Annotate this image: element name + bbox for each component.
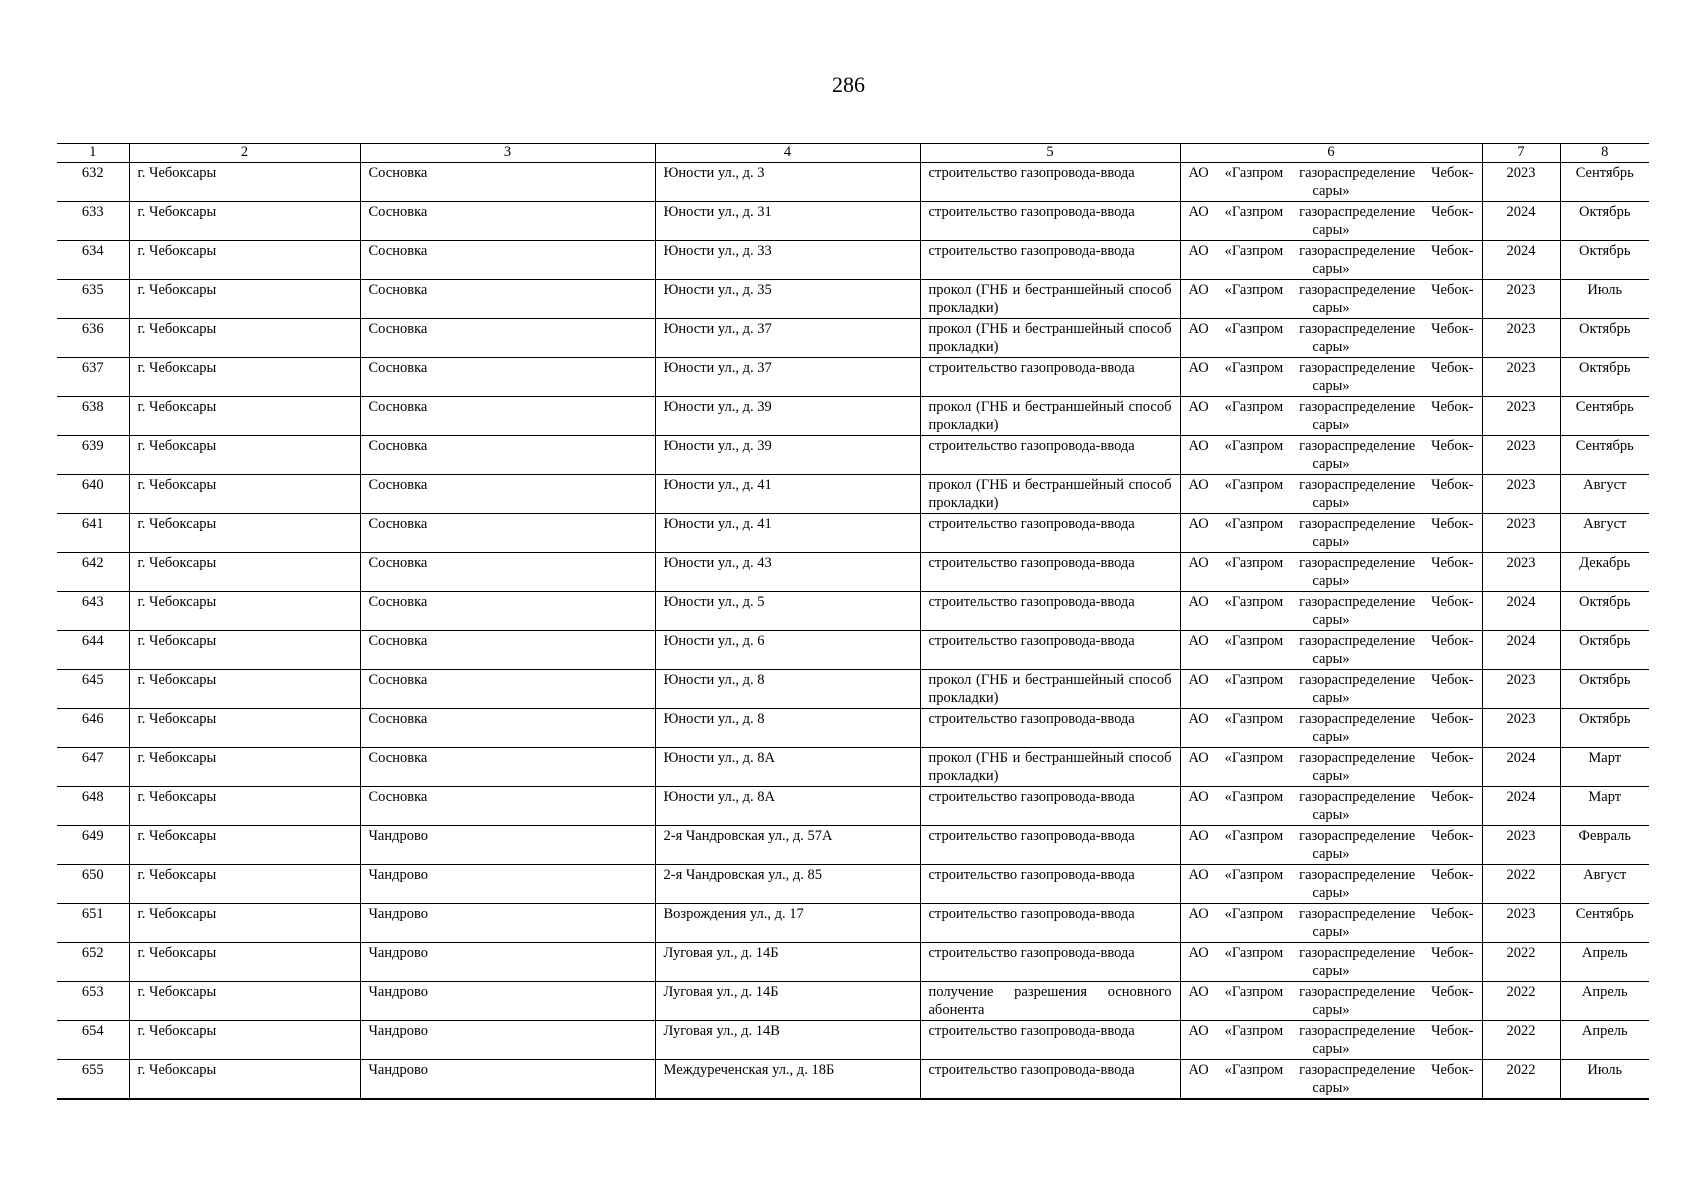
- work-type-cell: строительство газопровода-ввода: [920, 592, 1180, 631]
- district-cell: Сосновка: [360, 163, 655, 202]
- month-cell: Июль: [1560, 280, 1649, 319]
- work-type-cell: строительство газопровода-ввода: [920, 202, 1180, 241]
- column-header-2: 2: [129, 144, 360, 163]
- district-cell: Сосновка: [360, 514, 655, 553]
- organization-cell: АО «Газпром газораспределение Чебок-сары»: [1180, 475, 1482, 514]
- month-cell: Октябрь: [1560, 592, 1649, 631]
- organization-cell: АО «Газпром газораспределение Чебок-сары»: [1180, 826, 1482, 865]
- month-cell: Март: [1560, 787, 1649, 826]
- work-type-cell: строительство газопровода-ввода: [920, 436, 1180, 475]
- work-type-cell: прокол (ГНБ и бестраншейный способ прокладки): [920, 748, 1180, 787]
- city-cell: г. Чебоксары: [129, 514, 360, 553]
- address-cell: Юности ул., д. 8А: [655, 787, 920, 826]
- row-number-cell: 655: [57, 1060, 129, 1100]
- district-cell: Сосновка: [360, 358, 655, 397]
- row-number-cell: 641: [57, 514, 129, 553]
- table-row: [57, 982, 1649, 1021]
- address-cell: Юности ул., д. 39: [655, 397, 920, 436]
- row-number-cell: 648: [57, 787, 129, 826]
- work-type-cell: прокол (ГНБ и бестраншейный способ прокладки): [920, 280, 1180, 319]
- year-cell: 2024: [1482, 748, 1560, 787]
- month-cell: Апрель: [1560, 1021, 1649, 1060]
- organization-cell: АО «Газпром газораспределение Чебок-сары»: [1180, 904, 1482, 943]
- year-cell: 2024: [1482, 592, 1560, 631]
- address-cell: Юности ул., д. 8: [655, 709, 920, 748]
- year-cell: 2024: [1482, 202, 1560, 241]
- row-number-cell: 637: [57, 358, 129, 397]
- district-cell: Сосновка: [360, 319, 655, 358]
- work-type-cell: строительство газопровода-ввода: [920, 358, 1180, 397]
- column-header-5: 5: [920, 144, 1180, 163]
- table-row: [57, 787, 1649, 826]
- work-type-cell: строительство газопровода-ввода: [920, 1021, 1180, 1060]
- organization-cell: АО «Газпром газораспределение Чебок-сары»: [1180, 631, 1482, 670]
- month-cell: Октябрь: [1560, 358, 1649, 397]
- table-row: [57, 280, 1649, 319]
- organization-cell: АО «Газпром газораспределение Чебок-сары»: [1180, 163, 1482, 202]
- city-cell: г. Чебоксары: [129, 865, 360, 904]
- address-cell: Юности ул., д. 31: [655, 202, 920, 241]
- row-number-cell: 639: [57, 436, 129, 475]
- work-type-cell: строительство газопровода-ввода: [920, 631, 1180, 670]
- city-cell: г. Чебоксары: [129, 1060, 360, 1100]
- work-type-cell: прокол (ГНБ и бестраншейный способ прокладки): [920, 475, 1180, 514]
- year-cell: 2023: [1482, 397, 1560, 436]
- city-cell: г. Чебоксары: [129, 943, 360, 982]
- district-cell: Сосновка: [360, 436, 655, 475]
- row-number-cell: 642: [57, 553, 129, 592]
- city-cell: г. Чебоксары: [129, 241, 360, 280]
- district-cell: Чандрово: [360, 865, 655, 904]
- city-cell: г. Чебоксары: [129, 787, 360, 826]
- year-cell: 2023: [1482, 319, 1560, 358]
- table-row: [57, 592, 1649, 631]
- year-cell: 2023: [1482, 514, 1560, 553]
- organization-cell: АО «Газпром газораспределение Чебок-сары»: [1180, 865, 1482, 904]
- city-cell: г. Чебоксары: [129, 709, 360, 748]
- column-header-1: 1: [57, 144, 129, 163]
- organization-cell: АО «Газпром газораспределение Чебок-сары»: [1180, 748, 1482, 787]
- district-cell: Сосновка: [360, 709, 655, 748]
- organization-cell: АО «Газпром газораспределение Чебок-сары»: [1180, 592, 1482, 631]
- table-row: [57, 904, 1649, 943]
- month-cell: Сентябрь: [1560, 904, 1649, 943]
- city-cell: г. Чебоксары: [129, 358, 360, 397]
- row-number-cell: 653: [57, 982, 129, 1021]
- table-row: [57, 241, 1649, 280]
- district-cell: Сосновка: [360, 475, 655, 514]
- address-cell: 2-я Чандровская ул., д. 85: [655, 865, 920, 904]
- work-type-cell: строительство газопровода-ввода: [920, 904, 1180, 943]
- year-cell: 2023: [1482, 670, 1560, 709]
- row-number-cell: 654: [57, 1021, 129, 1060]
- address-cell: Юности ул., д. 6: [655, 631, 920, 670]
- district-cell: Сосновка: [360, 631, 655, 670]
- organization-cell: АО «Газпром газораспределение Чебок-сары»: [1180, 943, 1482, 982]
- work-type-cell: строительство газопровода-ввода: [920, 787, 1180, 826]
- organization-cell: АО «Газпром газораспределение Чебок-сары»: [1180, 787, 1482, 826]
- month-cell: Август: [1560, 475, 1649, 514]
- table-row: [57, 1060, 1649, 1100]
- table-row: [57, 475, 1649, 514]
- district-cell: Сосновка: [360, 787, 655, 826]
- month-cell: Сентябрь: [1560, 397, 1649, 436]
- table-body: [57, 144, 1649, 1100]
- work-type-cell: строительство газопровода-ввода: [920, 865, 1180, 904]
- address-cell: Юности ул., д. 5: [655, 592, 920, 631]
- gasification-table: [57, 143, 1649, 1100]
- address-cell: Междуреченская ул., д. 18Б: [655, 1060, 920, 1100]
- city-cell: г. Чебоксары: [129, 397, 360, 436]
- organization-cell: АО «Газпром газораспределение Чебок-сары»: [1180, 397, 1482, 436]
- city-cell: г. Чебоксары: [129, 982, 360, 1021]
- table-row: [57, 748, 1649, 787]
- row-number-cell: 643: [57, 592, 129, 631]
- row-number-cell: 646: [57, 709, 129, 748]
- city-cell: г. Чебоксары: [129, 670, 360, 709]
- column-header-4: 4: [655, 144, 920, 163]
- organization-cell: АО «Газпром газораспределение Чебок-сары»: [1180, 241, 1482, 280]
- month-cell: Апрель: [1560, 943, 1649, 982]
- month-cell: Октябрь: [1560, 631, 1649, 670]
- row-number-cell: 650: [57, 865, 129, 904]
- table-row: [57, 943, 1649, 982]
- row-number-cell: 652: [57, 943, 129, 982]
- year-cell: 2023: [1482, 904, 1560, 943]
- row-number-cell: 636: [57, 319, 129, 358]
- year-cell: 2023: [1482, 826, 1560, 865]
- table-row: [57, 553, 1649, 592]
- city-cell: г. Чебоксары: [129, 631, 360, 670]
- row-number-cell: 644: [57, 631, 129, 670]
- year-cell: 2024: [1482, 241, 1560, 280]
- column-header-6: 6: [1180, 144, 1482, 163]
- month-cell: Август: [1560, 865, 1649, 904]
- year-cell: 2024: [1482, 631, 1560, 670]
- table-header-row: [57, 144, 1649, 163]
- organization-cell: АО «Газпром газораспределение Чебок-сары»: [1180, 1021, 1482, 1060]
- city-cell: г. Чебоксары: [129, 553, 360, 592]
- year-cell: 2022: [1482, 865, 1560, 904]
- address-cell: Юности ул., д. 33: [655, 241, 920, 280]
- row-number-cell: 638: [57, 397, 129, 436]
- month-cell: Август: [1560, 514, 1649, 553]
- month-cell: Июль: [1560, 1060, 1649, 1100]
- city-cell: г. Чебоксары: [129, 202, 360, 241]
- table-row: [57, 631, 1649, 670]
- month-cell: Сентябрь: [1560, 436, 1649, 475]
- city-cell: г. Чебоксары: [129, 1021, 360, 1060]
- column-header-8: 8: [1560, 144, 1649, 163]
- month-cell: Апрель: [1560, 982, 1649, 1021]
- row-number-cell: 651: [57, 904, 129, 943]
- organization-cell: АО «Газпром газораспределение Чебок-сары»: [1180, 553, 1482, 592]
- month-cell: Октябрь: [1560, 709, 1649, 748]
- address-cell: Юности ул., д. 35: [655, 280, 920, 319]
- table-row: [57, 358, 1649, 397]
- year-cell: 2022: [1482, 943, 1560, 982]
- table-row: [57, 436, 1649, 475]
- address-cell: 2-я Чандровская ул., д. 57А: [655, 826, 920, 865]
- row-number-cell: 640: [57, 475, 129, 514]
- district-cell: Сосновка: [360, 202, 655, 241]
- address-cell: Юности ул., д. 37: [655, 358, 920, 397]
- work-type-cell: строительство газопровода-ввода: [920, 163, 1180, 202]
- row-number-cell: 633: [57, 202, 129, 241]
- work-type-cell: строительство газопровода-ввода: [920, 709, 1180, 748]
- table-row: [57, 163, 1649, 202]
- work-type-cell: получение разрешения основного абонента: [920, 982, 1180, 1021]
- district-cell: Сосновка: [360, 748, 655, 787]
- work-type-cell: прокол (ГНБ и бестраншейный способ прокладки): [920, 397, 1180, 436]
- district-cell: Чандрово: [360, 982, 655, 1021]
- district-cell: Сосновка: [360, 592, 655, 631]
- organization-cell: АО «Газпром газораспределение Чебок-сары»: [1180, 436, 1482, 475]
- row-number-cell: 632: [57, 163, 129, 202]
- district-cell: Чандрово: [360, 943, 655, 982]
- row-number-cell: 645: [57, 670, 129, 709]
- address-cell: Юности ул., д. 8А: [655, 748, 920, 787]
- organization-cell: АО «Газпром газораспределение Чебок-сары»: [1180, 202, 1482, 241]
- table-row: [57, 709, 1649, 748]
- district-cell: Сосновка: [360, 280, 655, 319]
- city-cell: г. Чебоксары: [129, 592, 360, 631]
- month-cell: Октябрь: [1560, 241, 1649, 280]
- work-type-cell: строительство газопровода-ввода: [920, 553, 1180, 592]
- month-cell: Октябрь: [1560, 670, 1649, 709]
- city-cell: г. Чебоксары: [129, 475, 360, 514]
- city-cell: г. Чебоксары: [129, 436, 360, 475]
- year-cell: 2023: [1482, 163, 1560, 202]
- year-cell: 2023: [1482, 709, 1560, 748]
- city-cell: г. Чебоксары: [129, 826, 360, 865]
- year-cell: 2022: [1482, 1021, 1560, 1060]
- month-cell: Февраль: [1560, 826, 1649, 865]
- address-cell: Возрождения ул., д. 17: [655, 904, 920, 943]
- work-type-cell: строительство газопровода-ввода: [920, 241, 1180, 280]
- city-cell: г. Чебоксары: [129, 748, 360, 787]
- year-cell: 2024: [1482, 787, 1560, 826]
- city-cell: г. Чебоксары: [129, 319, 360, 358]
- table-row: [57, 865, 1649, 904]
- district-cell: Сосновка: [360, 553, 655, 592]
- organization-cell: АО «Газпром газораспределение Чебок-сары»: [1180, 319, 1482, 358]
- organization-cell: АО «Газпром газораспределение Чебок-сары»: [1180, 982, 1482, 1021]
- address-cell: Юности ул., д. 8: [655, 670, 920, 709]
- work-type-cell: строительство газопровода-ввода: [920, 1060, 1180, 1100]
- page-number: 286: [832, 72, 865, 97]
- district-cell: Чандрово: [360, 826, 655, 865]
- city-cell: г. Чебоксары: [129, 280, 360, 319]
- table-row: [57, 514, 1649, 553]
- address-cell: Юности ул., д. 37: [655, 319, 920, 358]
- year-cell: 2023: [1482, 475, 1560, 514]
- column-header-3: 3: [360, 144, 655, 163]
- row-number-cell: 634: [57, 241, 129, 280]
- row-number-cell: 647: [57, 748, 129, 787]
- city-cell: г. Чебоксары: [129, 904, 360, 943]
- address-cell: Юности ул., д. 41: [655, 475, 920, 514]
- address-cell: Юности ул., д. 41: [655, 514, 920, 553]
- row-number-cell: 635: [57, 280, 129, 319]
- table-row: [57, 202, 1649, 241]
- month-cell: Декабрь: [1560, 553, 1649, 592]
- address-cell: Юности ул., д. 3: [655, 163, 920, 202]
- year-cell: 2023: [1482, 553, 1560, 592]
- district-cell: Чандрово: [360, 1060, 655, 1100]
- address-cell: Юности ул., д. 39: [655, 436, 920, 475]
- organization-cell: АО «Газпром газораспределение Чебок-сары»: [1180, 709, 1482, 748]
- table-row: [57, 1021, 1649, 1060]
- address-cell: Юности ул., д. 43: [655, 553, 920, 592]
- organization-cell: АО «Газпром газораспределение Чебок-сары»: [1180, 280, 1482, 319]
- organization-cell: АО «Газпром газораспределение Чебок-сары»: [1180, 358, 1482, 397]
- district-cell: Сосновка: [360, 670, 655, 709]
- table-row: [57, 670, 1649, 709]
- district-cell: Сосновка: [360, 397, 655, 436]
- address-cell: Луговая ул., д. 14Б: [655, 943, 920, 982]
- row-number-cell: 649: [57, 826, 129, 865]
- month-cell: Март: [1560, 748, 1649, 787]
- year-cell: 2022: [1482, 1060, 1560, 1100]
- month-cell: Сентябрь: [1560, 163, 1649, 202]
- address-cell: Луговая ул., д. 14Б: [655, 982, 920, 1021]
- month-cell: Октябрь: [1560, 319, 1649, 358]
- organization-cell: АО «Газпром газораспределение Чебок-сары»: [1180, 1060, 1482, 1100]
- table-row: [57, 397, 1649, 436]
- work-type-cell: строительство газопровода-ввода: [920, 943, 1180, 982]
- year-cell: 2023: [1482, 280, 1560, 319]
- year-cell: 2022: [1482, 982, 1560, 1021]
- table-row: [57, 319, 1649, 358]
- work-type-cell: строительство газопровода-ввода: [920, 514, 1180, 553]
- work-type-cell: прокол (ГНБ и бестраншейный способ прокладки): [920, 319, 1180, 358]
- city-cell: г. Чебоксары: [129, 163, 360, 202]
- address-cell: Луговая ул., д. 14В: [655, 1021, 920, 1060]
- work-type-cell: прокол (ГНБ и бестраншейный способ прокладки): [920, 670, 1180, 709]
- district-cell: Чандрово: [360, 1021, 655, 1060]
- column-header-7: 7: [1482, 144, 1560, 163]
- organization-cell: АО «Газпром газораспределение Чебок-сары»: [1180, 514, 1482, 553]
- work-type-cell: строительство газопровода-ввода: [920, 826, 1180, 865]
- year-cell: 2023: [1482, 358, 1560, 397]
- year-cell: 2023: [1482, 436, 1560, 475]
- month-cell: Октябрь: [1560, 202, 1649, 241]
- district-cell: Сосновка: [360, 241, 655, 280]
- district-cell: Чандрово: [360, 904, 655, 943]
- table-row: [57, 826, 1649, 865]
- organization-cell: АО «Газпром газораспределение Чебок-сары»: [1180, 670, 1482, 709]
